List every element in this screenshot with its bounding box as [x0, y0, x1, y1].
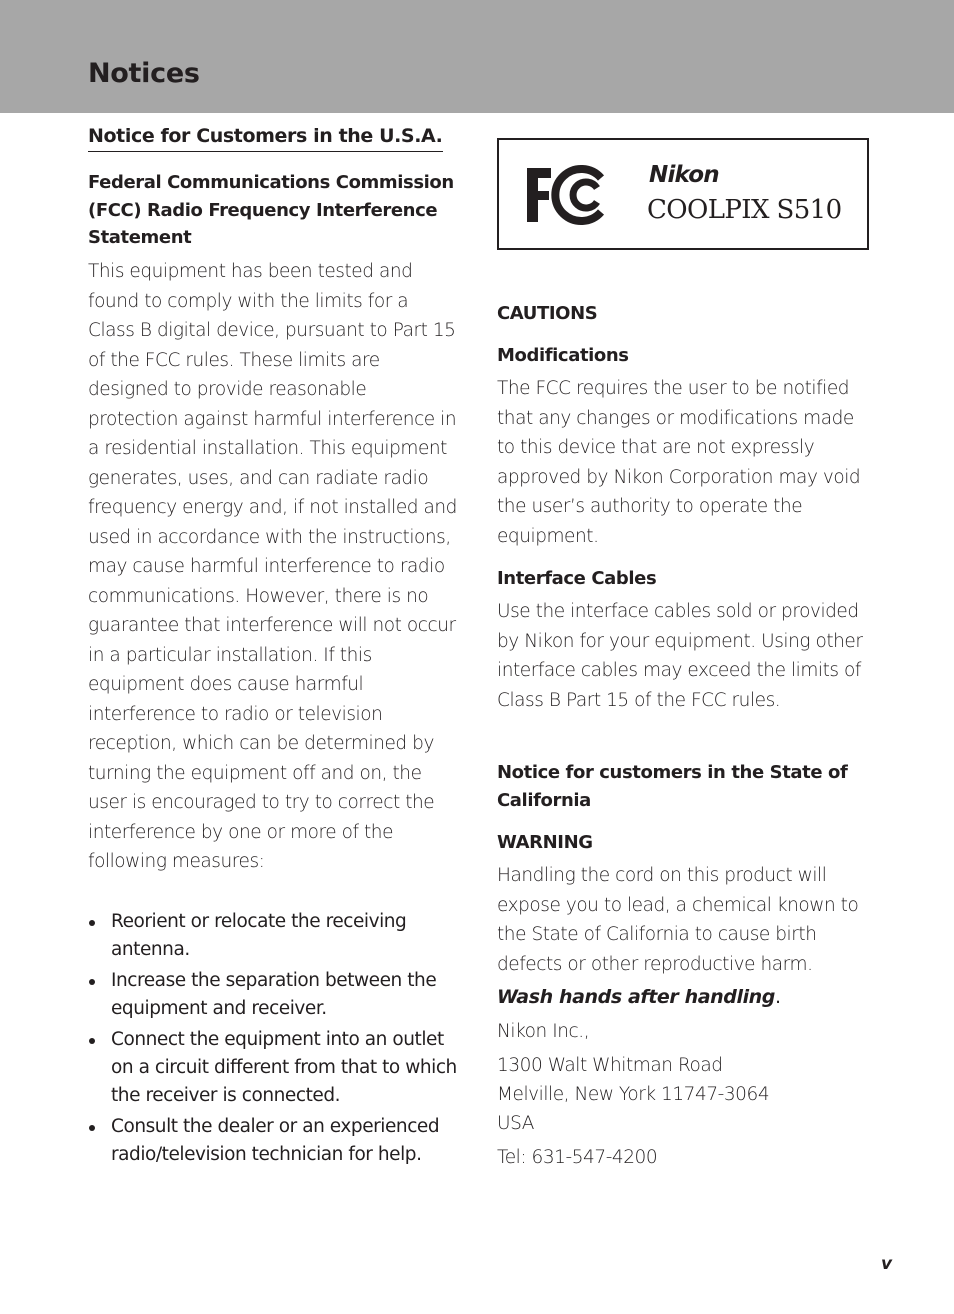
fcc-statement-body: This equipment has been tested and found to comply with the limits for a Class B digital device, pursuant to Part 15 of the FCC rules. These limits are designed to provide reasonable protection against harmful interference in a residential installation. This equipment generates, uses, and can radiate radio frequency energy and, if not installed and used in accordance with the instructions, may cause harmful interference to radio communications. However, there is no guarantee that interference will not occur in a particular installation. If this equipment does cause harmful interference to radio or television reception, which can be determined by turning the equipment off and on, the user is encouraged to try to correct the interference by one or more of the following measures:	[88, 261, 457, 872]
list-item: Consult the dealer or an experienced radio/television technician for help.	[88, 1113, 458, 1169]
modifications-body: The FCC requires the user to be notified that any changes or modifications made to this device that are not expressly approved by Nikon Corporation may void the user’s authority to operate the equipment.	[497, 378, 861, 547]
interference-measures-list	[88, 908, 458, 1172]
address-country: USA	[497, 1113, 534, 1134]
address-street: 1300 Walt Whitman Road	[497, 1055, 723, 1076]
warning-body: Handling the cord on this product will expose you to lead, a chemical known to the State of California to cause birth defects or other reproductive harm.	[497, 865, 859, 975]
page-number: v	[881, 1254, 893, 1274]
list-item: Connect the equipment into an outlet on a circuit different from that to which the receiver is connected.	[88, 1026, 458, 1110]
modifications-heading: Modifications	[497, 345, 629, 366]
telephone: Tel: 631-547-4200	[497, 1147, 658, 1168]
section-title-usa: Notice for Customers in the U.S.A.	[88, 123, 443, 152]
fcc-logo-icon	[525, 164, 607, 226]
model-name: COOLPIX S510	[647, 195, 842, 225]
interface-cables-body: Use the interface cables sold or provided by Nikon for your equipment. Using other interface cables may exceed the limits of Class B Part 15 of the FCC rules.	[497, 601, 863, 711]
address-city: Melville, New York 11747-3064	[497, 1084, 770, 1105]
wash-hands-note	[497, 983, 781, 1011]
fcc-label-box	[497, 138, 869, 250]
brand-logo: Nikon	[649, 162, 719, 188]
wash-hands-period: .	[775, 986, 781, 1008]
interface-cables-heading: Interface Cables	[497, 568, 657, 589]
fcc-statement-heading: Federal Communications Commission (FCC) Radio Frequency Interference Statement	[88, 172, 454, 248]
warning-heading: WARNING	[497, 832, 593, 853]
cautions-heading: CAUTIONS	[497, 303, 598, 324]
wash-hands-text: Wash hands after handling	[497, 986, 776, 1008]
list-item: Reorient or relocate the receiving antenna.	[88, 908, 458, 964]
page-title: Notices	[88, 58, 200, 89]
list-item: Increase the separation between the equipment and receiver.	[88, 967, 458, 1023]
header-band	[0, 0, 954, 113]
california-notice-heading: Notice for customers in the State of California	[497, 762, 848, 811]
company-name: Nikon Inc.,	[497, 1021, 590, 1042]
